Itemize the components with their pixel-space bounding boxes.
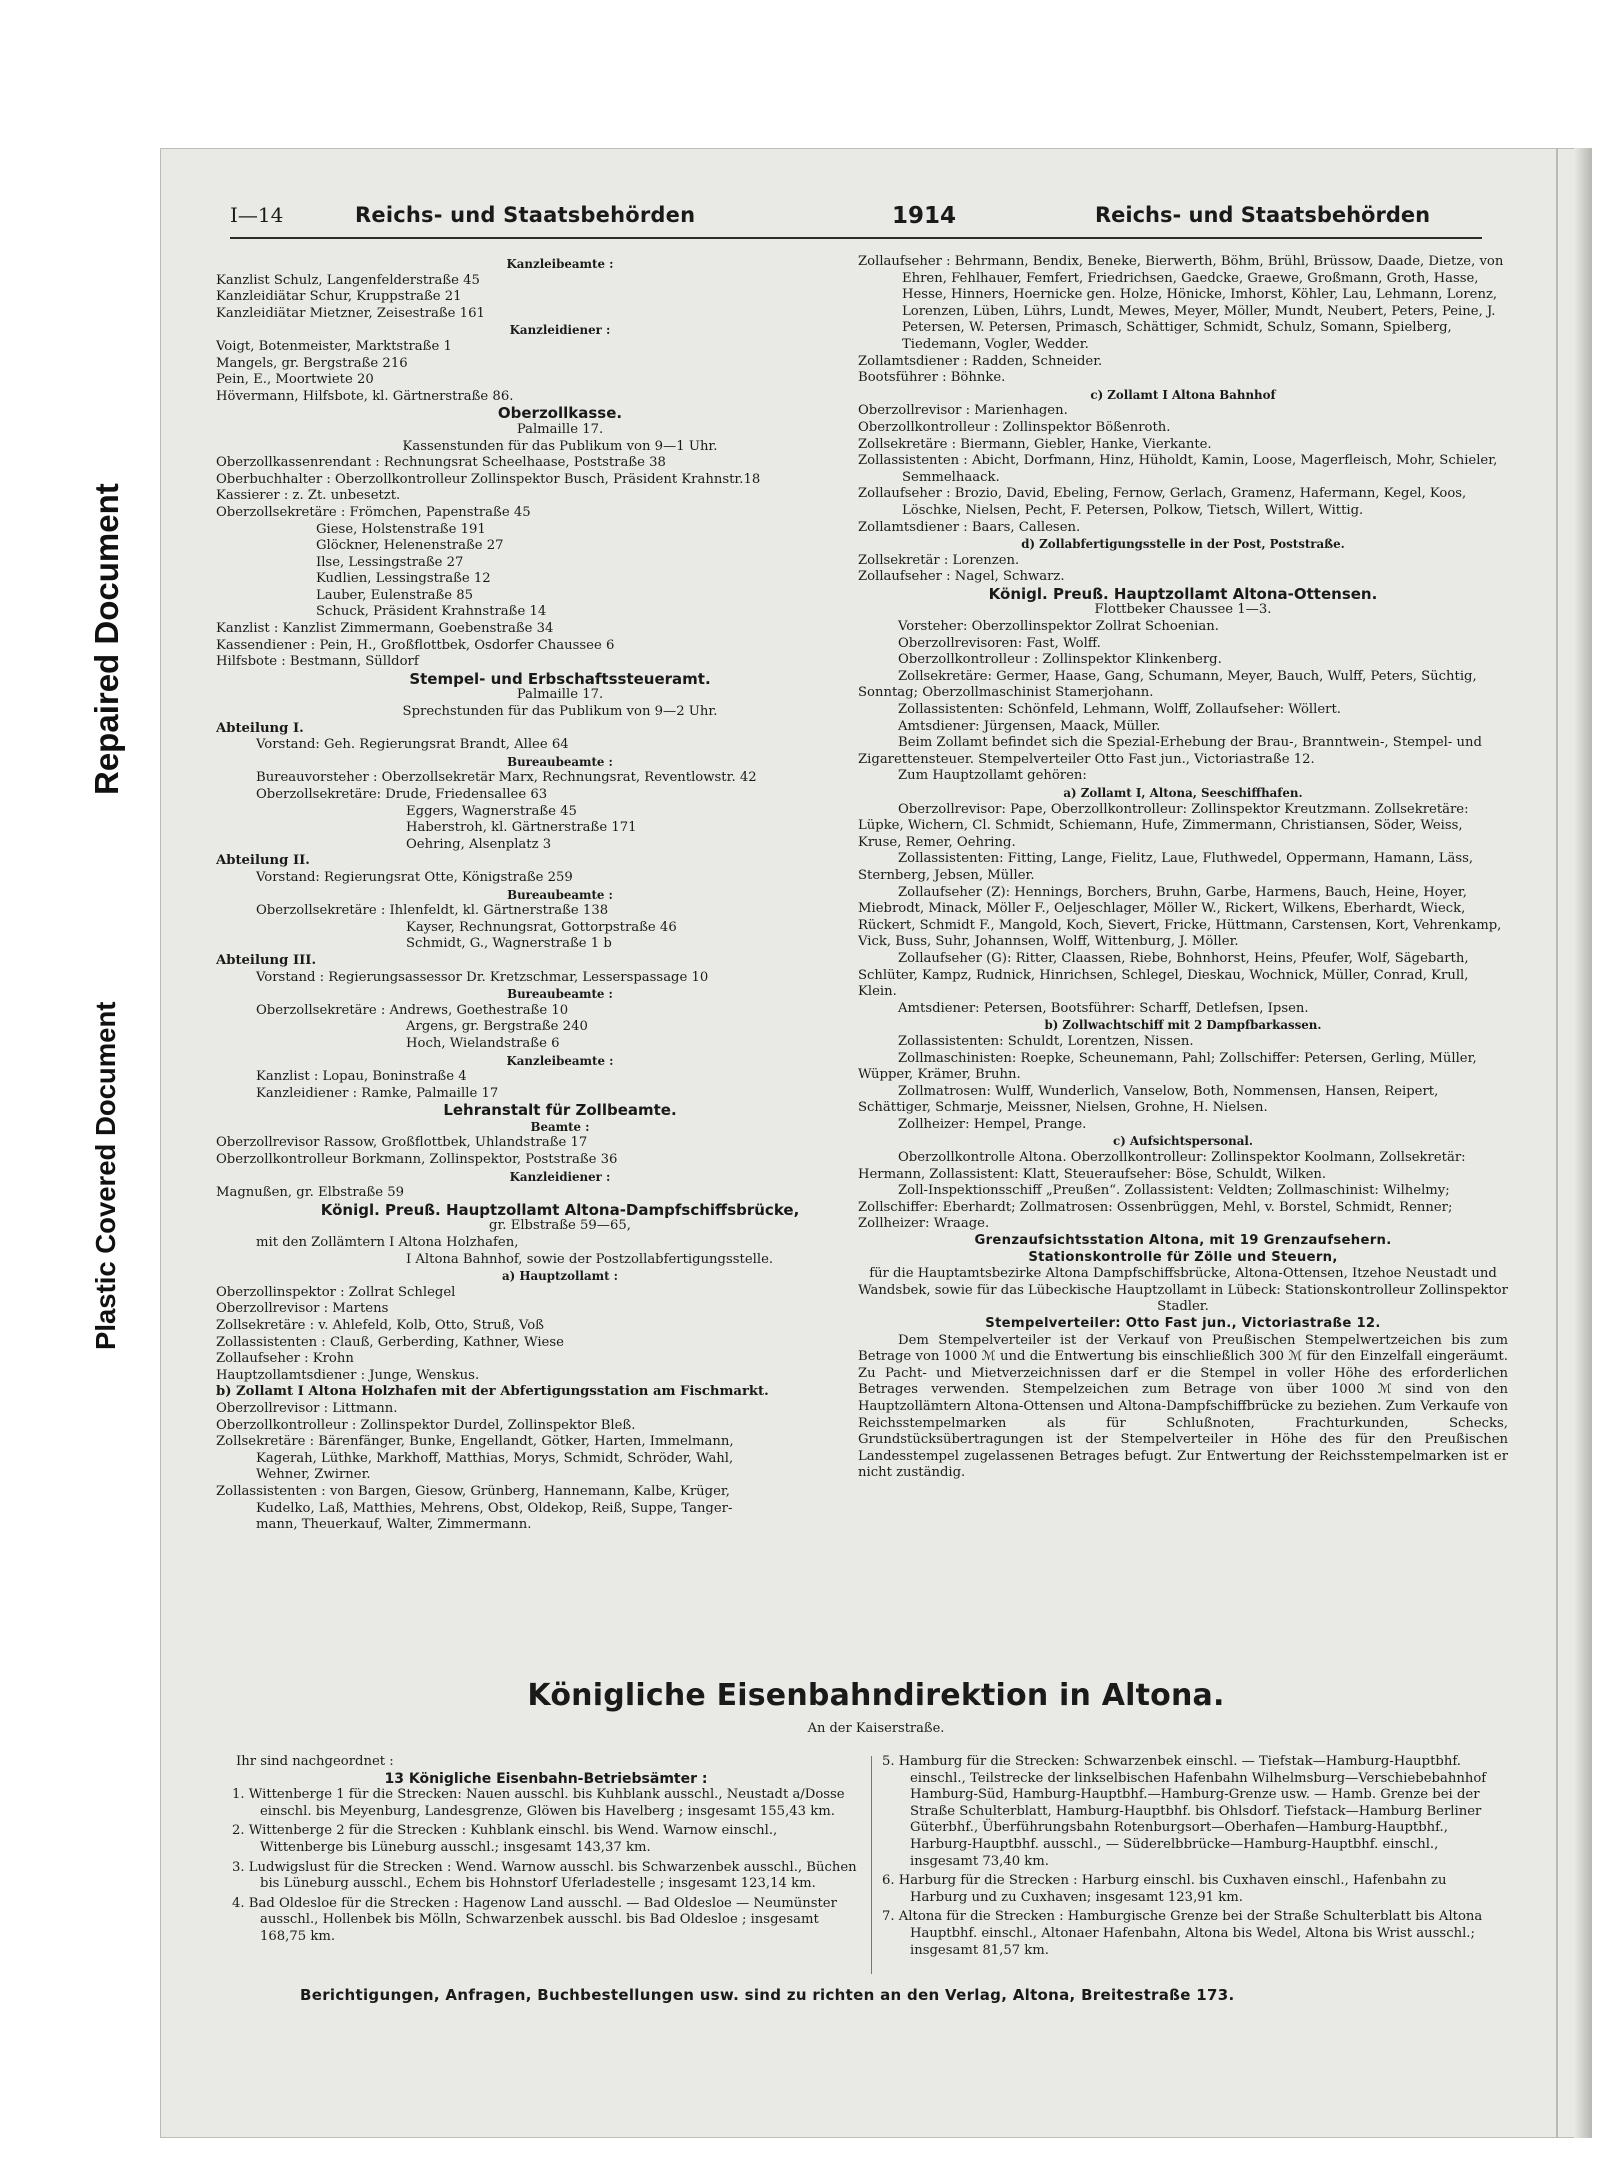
eisenbahn-right-list (882, 1754, 1504, 1962)
text-line: a) Hauptzollamt : (502, 1269, 618, 1284)
text-line: Zollaufseher : Brozio, David, Ebeling, Fernow, Gerlach, Gramenz, Hafermann, Kegel, Koos, Löschke, Nielsen, Pecht, F. Petersen, Polkow, Tietsch, Willert, Wittig. (858, 486, 1467, 518)
text-line: Dem Stempelverteiler ist der Verkauf von Preußischen Stempelwertzeichen bis zum Betrage von 1000 ℳ und die Entwertung bis einschließlich 300 ℳ für den Einzelfall eingeräumt. Zu Pacht- und Mietverzeichnissen darf er die Stempel in voller Höhe des erforderlichen Betrages verwenden. Stempelzeichen zum Betrage von über 1000 ℳ sind von den Hauptzollämtern Altona-Ottensen und Altona-Dampfschiffbrücke zu beziehen. Zum Verkaufe von Reichsstempelmarken als für Schlußnoten, Frachturkunden, Schecks, Grundstücksübertragungen ist der Stempelverteiler in Höhe des für den Preußischen Landesstempel zugelassenen Betrages befugt. Zur Entwertung der Reichsstempelmarken ist er nicht zuständig. (858, 1332, 1508, 1481)
text-line: c) Aufsichtspersonal. (1113, 1134, 1253, 1149)
scanned-page (160, 148, 1592, 2138)
text-line: Zoll-Inspektionsschiff „Preußen“. Zollassistent: Veldten; Zollmaschinist: Wilhelmy; Zollschiffer: Eberhardt; Zollmatrosen: Ossenbrüggen, Mehl, v. Borstel, Schmidt, Renner; Zollheizer: Wraage. (858, 1183, 1453, 1232)
text-line: Vorstand : Regierungsassessor Dr. Kretzschmar, Lesserspassage 10 (256, 969, 709, 985)
text-line: Oberzollkontrolleur Borkmann, Zollinspektor, Poststraße 36 (216, 1152, 618, 1168)
page-fold-line (1556, 148, 1558, 2138)
eisenbahn-right-column (882, 1754, 1504, 1962)
text-line: Oberzollkasse. (497, 405, 623, 422)
text-line: Oehring, Alsenplatz 3 (406, 836, 552, 852)
text-line: b) Zollamt I Altona Holzhafen mit der Abfertigungsstation am Fischmarkt. (216, 1384, 769, 1400)
text-line: Amtsdiener: Jürgensen, Maack, Müller. (898, 718, 1161, 734)
text-line: Pein, E., Moortwiete 20 (216, 372, 374, 388)
text-line: Oberzollsekretäre: Drude, Friedensallee 63 (256, 787, 548, 802)
text-line: Glöckner, Helenenstraße 27 (316, 538, 504, 554)
text-line: Lauber, Eulenstraße 85 (316, 587, 474, 603)
text-line: Oberzollkontrolle Altona. Oberzollkontrolleur: Zollinspektor Koolmann, Zollsekretär: Hermann, Zollassistent: Klatt, Steueraufseher: Böse, Schuldt, Wilken. (858, 1150, 1466, 1182)
text-line: Oberzollrevisoren: Fast, Wolff. (898, 635, 1101, 651)
document-condition-sidebar (52, 255, 147, 1355)
text-line: Bootsführer : Böhnke. (858, 370, 1006, 386)
text-line: Beamte : (530, 1119, 590, 1134)
eisenbahn-heading: 13 Königliche Eisenbahn-Betriebsämter : (384, 1770, 708, 1787)
text-line: Bureaubeamte : (507, 987, 613, 1002)
text-line: Mangels, gr. Bergstraße 216 (216, 355, 408, 371)
text-line: Hövermann, Hilfsbote, kl. Gärtnerstraße 86. (216, 388, 514, 404)
text-line: mann, Theuerkauf, Walter, Zimmermann. (256, 1517, 532, 1533)
text-line: Zollaufseher (G): Ritter, Claassen, Riebe, Bohnhorst, Heins, Pfeufer, Wolf, Sägebarth, Schlüter, Kampz, Rudnick, Hinrichsen, Schlegel, Dieskau, Wochnick, Müller, Conrad, Krull, Klein. (858, 950, 1469, 1000)
text-line: Grenzaufsichtsstation Altona, mit 19 Grenzaufsehern. (974, 1233, 1392, 1249)
text-line: Kayser, Rechnungsrat, Gottorpstraße 46 (406, 919, 677, 935)
text-line: Kassenstunden für das Publikum von 9—1 Uhr. (402, 438, 718, 454)
text-line: Voigt, Botenmeister, Marktstraße 1 (216, 338, 452, 354)
text-line: Palmaille 17. (516, 421, 604, 437)
left-column (216, 256, 904, 1534)
text-line: Oberzollrevisor: Pape, Oberzollkontrolleur: Zollinspektor Kreutzmann. Zollsekretäre: Lüpke, Wichern, Cl. Schmidt, Schiemann, Hufe, Zimmermann, Christiansen, Söder, Weiss, Kruse, Remer, Oehring. (858, 801, 1469, 850)
text-line: Ilse, Lessingstraße 27 (316, 554, 464, 570)
text-line: Palmaille 17. (516, 687, 604, 703)
text-line: Kanzleidiätar Mietzner, Zeisestraße 161 (216, 305, 485, 321)
text-line: Kagerah, Lüthke, Markhoff, Matthias, Morys, Schmidt, Schröder, Wahl, (256, 1450, 734, 1466)
header-title-left: Reichs- und Staatsbehörden (355, 203, 696, 227)
text-line: Oberzollrevisor : Littmann. (216, 1400, 398, 1416)
text-line: Amtsdiener: Petersen, Bootsführer: Scharff, Detlefsen, Ipsen. (898, 1000, 1309, 1016)
text-line: Kanzleidiätar Schur, Kruppstraße 21 (216, 289, 462, 305)
text-line: Kanzleidiener : (509, 1169, 611, 1184)
text-line: Kudlien, Lessingstraße 12 (316, 571, 491, 587)
text-line: Zollassistenten: Fitting, Lange, Fielitz, Laue, Fluthwedel, Oppermann, Hamann, Läss, Sternberg, Jebsen, Müller. (858, 851, 1474, 883)
text-line: Oberzollinspektor : Zollrat Schlegel (216, 1284, 456, 1300)
text-line: Oberzollrevisor : Martens (216, 1301, 389, 1317)
text-line: Abteilung I. (216, 720, 304, 736)
text-line: Kanzleidiener : Ramke, Palmaille 17 (256, 1085, 499, 1101)
plastic-covered-document-label: Plastic Covered Document (90, 1001, 121, 1350)
eisenbahn-title: Königliche Eisenbahndirektion in Altona. (527, 1678, 1225, 1713)
text-line: Zollaufseher : Nagel, Schwarz. (858, 569, 1065, 585)
betriebsamt-item: 3. Ludwigslust für die Strecken : Wend. Warnow ausschl. bis Schwarzenbek ausschl., Büchen bis Lüneburg ausschl., Echem bis Hohnstorf Uferladestelle ; insgesamt 123,14 km. (232, 1859, 857, 1892)
text-line: Bureaubeamte : (507, 754, 613, 769)
page-edge-shadow (1574, 148, 1592, 2138)
header-year: 1914 (892, 203, 957, 229)
text-line: Zollamtsdiener : Radden, Schneider. (858, 353, 1103, 369)
right-column (858, 254, 1508, 1482)
text-line: Kanzlist : Lopau, Boninstraße 4 (256, 1069, 467, 1085)
text-line: Zollsekretäre: Germer, Haase, Gang, Schumann, Meyer, Bauch, Wulff, Peters, Süchtig, Sonntag; Oberzollmaschinist Stamerjohann. (858, 668, 1477, 701)
betriebsamt-item: 4. Bad Oldesloe für die Strecken : Hagenow Land ausschl. — Bad Oldesloe — Neumünster ausschl., Hollenbek bis Mölln, Schwarzenbek ausschl. bis Bad Oldesloe ; insgesamt 168,75 km. (232, 1895, 837, 1944)
text-line: Hilfsbote : Bestmann, Sülldorf (216, 654, 419, 670)
text-line: Oberzollkontrolleur : Zollinspektor Klinkenberg. (898, 652, 1222, 668)
betriebsamt-item: 1. Wittenberge 1 für die Strecken: Nauen ausschl. bis Kuhblank ausschl., Neustadt a/Dosse einschl. bis Meyenburg, Landesgrenze, Glöwen bis Havelberg ; insgesamt 155,43 km. (232, 1787, 845, 1819)
text-line: Zollassistenten: Schuldt, Lorentzen, Nissen. (898, 1033, 1194, 1049)
text-line: Zollsekretär : Lorenzen. (858, 552, 1020, 568)
text-line: Haberstroh, kl. Gärtnerstraße 171 (406, 820, 637, 836)
text-line: Stationskontrolle für Zölle und Steuern, (1028, 1249, 1338, 1265)
text-line: Hoch, Wielandstraße 6 (406, 1035, 560, 1051)
text-line: Schmidt, G., Wagnerstraße 1 b (406, 936, 612, 952)
text-line: gr. Elbstraße 59—65, (489, 1218, 631, 1234)
text-line: Kanzlist Schulz, Langenfelderstraße 45 (216, 272, 480, 288)
text-line: Zollaufseher : Krohn (216, 1351, 354, 1367)
text-line: Oberzollsekretäre : Andrews, Goethestraße 10 (256, 1002, 569, 1018)
header-rule (230, 237, 1482, 239)
text-line: Zollassistenten : von Bargen, Giesow, Grünberg, Hannemann, Kalbe, Krüger, (216, 1483, 730, 1499)
text-line: d) Zollabfertigungsstelle in der Post, Poststraße. (1021, 537, 1345, 552)
text-line: für die Hauptamtsbezirke Altona Dampfschiffsbrücke, Altona-Ottensen, Itzehoe Neustadt und Wandsbek, sowie für das Lübeckische Hauptzollamt in Lübeck: Stationskontrolleur Zollinspektor Stadler. (858, 1266, 1508, 1315)
text-line: Oberzollkontrolleur : Zollinspektor Bößenroth. (858, 419, 1171, 435)
text-line: Eggers, Wagnerstraße 45 (406, 803, 577, 819)
text-line: Zollsekretäre : Biermann, Giebler, Hanke, Vierkante. (858, 436, 1212, 452)
text-line: Zollheizer: Hempel, Prange. (898, 1116, 1087, 1132)
text-line: b) Zollwachtschiff mit 2 Dampfbarkassen. (1044, 1018, 1322, 1033)
text-line: Oberzollkassenrendant : Rechnungsrat Scheelhaase, Poststraße 38 (216, 455, 666, 471)
text-line: Argens, gr. Bergstraße 240 (406, 1019, 588, 1035)
page-number: I—14 (230, 203, 284, 227)
text-line: Oberzollkontrolleur : Zollinspektor Durdel, Zollinspektor Bleß. (216, 1417, 636, 1433)
text-line: a) Zollamt I, Altona, Seeschiffhafen. (1063, 786, 1303, 800)
text-line: Kanzleibeamte : (506, 1053, 614, 1068)
text-line: Kanzleibeamte : (506, 257, 614, 271)
text-line: Magnußen, gr. Elbstraße 59 (216, 1185, 405, 1201)
column-divider (871, 1756, 872, 1974)
text-line: Oberbuchhalter : Oberzollkontrolleur Zollinspektor Busch, Präsident Krahnstr.18 (216, 471, 761, 487)
text-line: Oberzollsekretäre : Frömchen, Papenstraße 45 (216, 504, 531, 520)
repaired-document-label: Repaired Document (88, 483, 125, 795)
text-line: Lehranstalt für Zollbeamte. (443, 1102, 677, 1119)
text-line: Zollmatrosen: Wulff, Wunderlich, Vanselow, Both, Nommensen, Hansen, Reipert, Schättiger, Schmarje, Meissner, Nielsen, Grohne, H. Nielsen. (858, 1083, 1439, 1116)
text-line: mit den Zollämtern I Altona Holzhafen, (256, 1235, 519, 1251)
text-line: Giese, Holstenstraße 191 (316, 521, 486, 537)
text-line: Flottbeker Chaussee 1—3. (1094, 602, 1272, 618)
eisenbahn-left-column (232, 1754, 860, 1949)
text-line: Kanzlist : Kanzlist Zimmermann, Goebenstraße 34 (216, 621, 554, 637)
text-line: Schuck, Präsident Krahnstraße 14 (316, 604, 547, 620)
text-line: Stempelverteiler: Otto Fast jun., Victoriastraße 12. (985, 1316, 1381, 1331)
betriebsamt-item: 6. Harburg für die Strecken : Harburg einschl. bis Cuxhaven einschl., Hafenbahn zu Harburg und zu Cuxhaven; insgesamt 123,91 km. (882, 1873, 1447, 1905)
text-line: Kanzleidiener : (509, 323, 611, 338)
text-line: Vorstand: Geh. Regierungsrat Brandt, Allee 64 (256, 737, 569, 753)
text-line: Zollassistenten : Abicht, Dorfmann, Hinz, Hüholdt, Kamin, Loose, Magerfleisch, Mohr, Schieler, Semmelhaack. (858, 453, 1498, 485)
text-line: Kassierer : z. Zt. unbesetzt. (216, 488, 401, 504)
eisenbahn-left-list (232, 1787, 860, 1948)
text-line: Zollassistenten : Clauß, Gerberding, Kathner, Wiese (216, 1334, 564, 1350)
betriebsamt-item: 5. Hamburg für die Strecken: Schwarzenbek einschl. — Tiefstak—Hamburg-Hauptbhf. einschl., Teilstrecke der linkselbischen Hafenbahn Wilhelmsburg—Verschiebebahnhof Hamburg-Süd, Hamburg-Hauptbhf.—Hamburg-Grenze usw. — Hamb. Grenze bei der Straße Schulterblatt, Hamburg-Hauptbhf. bis Ohlsdorf. Tiefstack—Hamburg Berliner Güterbhf., Überführungsbahn Rotenburgsort—Oberhafen—Hamburg-Hauptbhf., Harburg-Hauptbhf. ausschl., — Süderelbbrücke—Hamburg-Hauptbhf. einschl., insgesamt 73,40 km. (882, 1754, 1487, 1869)
header-title-right: Reichs- und Staatsbehörden (1095, 203, 1431, 227)
text-line: Wehner, Zwirner. (256, 1467, 371, 1483)
text-line: Königl. Preuß. Hauptzollamt Altona-Ottensen. (988, 585, 1378, 603)
text-line: Oberzollsekretäre : Ihlenfeldt, kl. Gärtnerstraße 138 (256, 903, 609, 919)
betriebsamt-item: 7. Altona für die Strecken : Hamburgische Grenze bei der Straße Schulterblatt bis Altona Hauptbhf. einschl., Altonaer Hafenbahn, Altona bis Wedel, Altona bis Wrist ausschl.; insgesamt 81,57 km. (882, 1909, 1483, 1958)
text-line: Zollsekretäre : v. Ahlefeld, Kolb, Otto, Struß, Voß (216, 1318, 544, 1333)
eisenbahn-subtitle: An der Kaiserstraße. (807, 1721, 945, 1736)
text-line: Kassendiener : Pein, H., Großflottbek, Osdorfer Chaussee 6 (216, 637, 615, 653)
eisenbahn-intro: Ihr sind nachgeordnet : (236, 1754, 394, 1769)
text-line: Zollamtsdiener : Baars, Callesen. (858, 519, 1081, 535)
publisher-footer: Berichtigungen, Anfragen, Buchbestellungen usw. sind zu richten an den Verlag, Altona, Breitestraße 173. (300, 1986, 1235, 2004)
text-line: Zollassistenten: Schönfeld, Lehmann, Wolff, Zollaufseher: Wöllert. (898, 702, 1341, 718)
text-line: Beim Zollamt befindet sich die Spezial-Erhebung der Brau-, Branntwein-, Stempel- und Zigarettensteuer. Stempelverteiler Otto Fast jun., Victoriastraße 12. (858, 735, 1482, 767)
text-line: Vorsteher: Oberzollinspektor Zollrat Schoenian. (898, 619, 1219, 635)
text-line: Zollsekretäre : Bärenfänger, Bunke, Engellandt, Götker, Harten, Immelmann, (216, 1434, 734, 1450)
text-line: Zum Hauptzollamt gehören: (898, 768, 1087, 784)
text-line: Vorstand: Regierungsrat Otte, Königstraße 259 (256, 869, 573, 885)
betriebsamt-item: 2. Wittenberge 2 für die Strecken : Kuhblank einschl. bis Wend. Warnow einschl., Wittenberge bis Lüneburg ausschl.; insgesamt 143,37 km. (232, 1823, 778, 1855)
text-line: Bureaubeamte : (507, 887, 613, 902)
text-line: Stempel- und Erbschaftssteueramt. (409, 670, 711, 688)
text-line: Zollaufseher : Behrmann, Bendix, Beneke, Bierwerth, Böhm, Brühl, Brüssow, Daade, Dietze, von Ehren, Fehlhauer, Femfert, Friedrichsen, Gaedcke, Graewe, Großmann, Groth, Hasse, Hesse, Hinners, Hoernicke gen. Holze, Hönicke, Imhorst, Köhler, Lau, Lehmann, Lorenz, Lorenzen, Lüben, Lührs, Lundt, Mewes, Meyer, Möller, Mundt, Neubert, Peters, Peine, J. Petersen, W. Petersen, Primasch, Schättiger, Schmidt, Schulz, Somann, Spielberg, Tiedemann, Vogler, Wedder. (858, 254, 1504, 352)
text-line: Oberzollrevisor Rassow, Großflottbek, Uhlandstraße 17 (216, 1135, 588, 1151)
text-line: Kudelko, Laß, Matthies, Mehrens, Obst, Oldekop, Reiß, Suppe, Tanger- (256, 1500, 733, 1516)
text-line: Oberzollrevisor : Marienhagen. (858, 403, 1068, 419)
text-line: I Altona Bahnhof, sowie der Postzollabfertigungsstelle. (406, 1251, 774, 1267)
text-line: Königl. Preuß. Hauptzollamt Altona-Dampfschiffsbrücke, (320, 1201, 800, 1219)
text-line: Abteilung II. (216, 853, 310, 869)
text-line: c) Zollamt I Altona Bahnhof (1090, 387, 1276, 402)
text-line: Sprechstunden für das Publikum von 9—2 Uhr. (402, 704, 718, 720)
text-line: Zollaufseher (Z): Hennings, Borchers, Bruhn, Garbe, Harmens, Bauch, Heine, Hoyer, Miebrodt, Minack, Möller F., Oeljeschlager, Möller W., Rickert, Wilkens, Eberhardt, Wieck, Rückert, Schmidt F., Mangold, Koch, Sievert, Fricke, Hüttmann, Carstensen, Kort, Vehrenkamp, Vick, Buss, Suhr, Johannsen, Wolff, Wittenburg, J. Möller. (858, 884, 1502, 950)
text-line: Hauptzollamtsdiener : Junge, Wenskus. (216, 1367, 480, 1383)
text-line: Zollmaschinisten: Roepke, Scheunemann, Pahl; Zollschiffer: Petersen, Gerling, Müller, Wüpper, Krämer, Bruhn. (858, 1050, 1477, 1083)
text-line: Abteilung III. (216, 952, 317, 968)
text-line: Bureauvorsteher : Oberzollsekretär Marx, Rechnungsrat, Reventlowstr. 42 (256, 770, 757, 786)
